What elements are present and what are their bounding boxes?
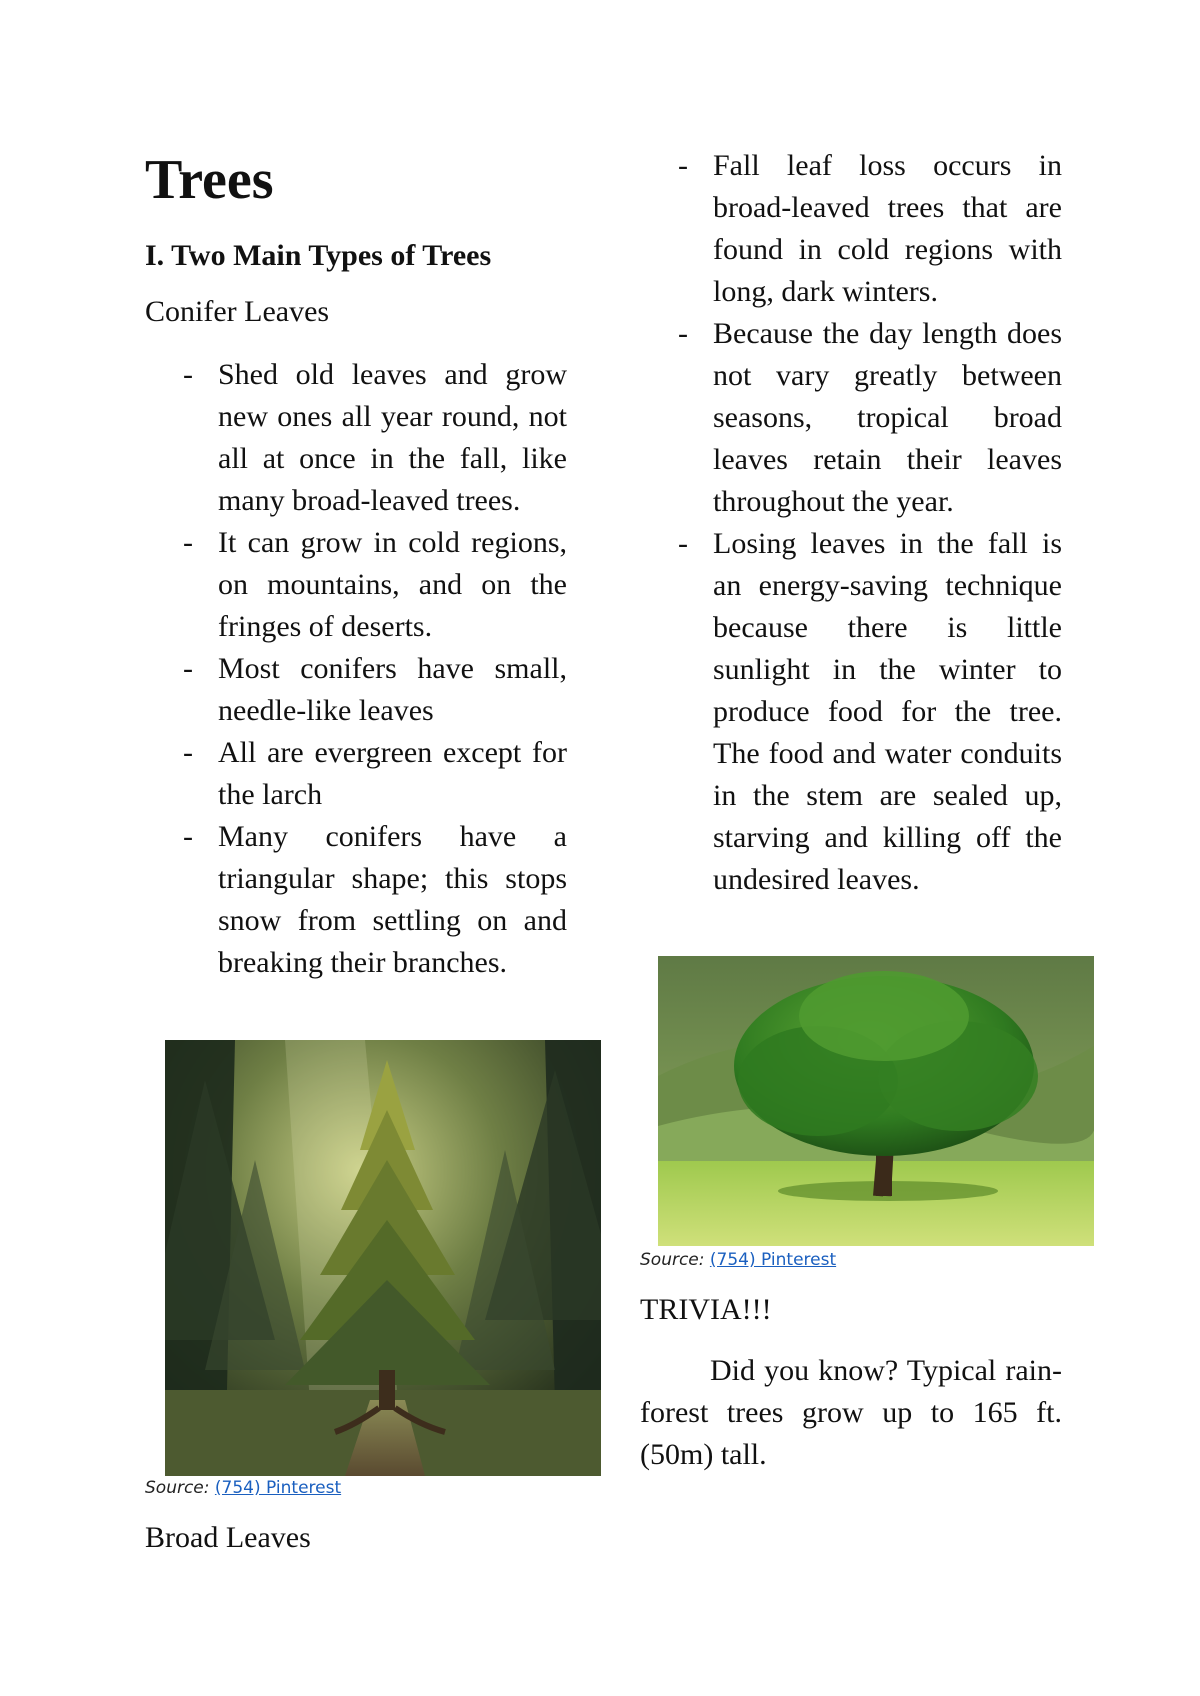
list-item: - Because the day length does not vary greatly between seasons, tropical broad leaves retain their leaves throughout the year. bbox=[678, 317, 1062, 518]
broad-list bbox=[640, 145, 1062, 901]
list-item: - Most conifers have small, needle-like leaves bbox=[183, 652, 567, 727]
document-title: Trees bbox=[145, 149, 274, 211]
trivia-title: TRIVIA!!! bbox=[640, 1293, 772, 1326]
conifer-tree-image bbox=[165, 1040, 601, 1476]
broadleaf-tree-image bbox=[658, 956, 1094, 1246]
list-item: - Shed old leaves and grow new ones all year round, not all at once in the fall, like many broad-leaved trees. bbox=[183, 358, 567, 517]
list-item: - All are evergreen except for the larch bbox=[183, 736, 567, 811]
list-item: - It can grow in cold regions, on mountains, and on the fringes of deserts. bbox=[183, 526, 567, 643]
conifer-image-caption: Source: (754) Pinterest bbox=[145, 1478, 342, 1498]
list-item: - Losing leaves in the fall is an energy-saving technique because there is little sunlight in the winter to produce food for the tree. The food and water conduits in the stem are sealed up, starving and killing off the undesired leaves. bbox=[678, 527, 1062, 896]
broadleaf-image-caption: Source: (754) Pinterest bbox=[640, 1250, 837, 1270]
pinterest-link[interactable]: (754) Pinterest bbox=[709, 1250, 837, 1270]
broad-heading: Broad Leaves bbox=[145, 1521, 311, 1554]
list-item: - Many conifers have a triangular shape; this stops snow from settling on and breaking their branches. bbox=[183, 820, 567, 979]
section-heading: I. Two Main Types of Trees bbox=[145, 239, 492, 272]
pinterest-link[interactable]: (754) Pinterest bbox=[214, 1478, 342, 1498]
trivia-body: Did you know? Typical rain-forest trees grow up to 165 ft. (50m) tall. bbox=[640, 1354, 1062, 1471]
conifer-list bbox=[145, 354, 567, 984]
list-item: - Fall leaf loss occurs in broad-leaved trees that are found in cold regions with long, dark winters. bbox=[678, 149, 1062, 308]
conifer-heading: Conifer Leaves bbox=[145, 295, 330, 328]
